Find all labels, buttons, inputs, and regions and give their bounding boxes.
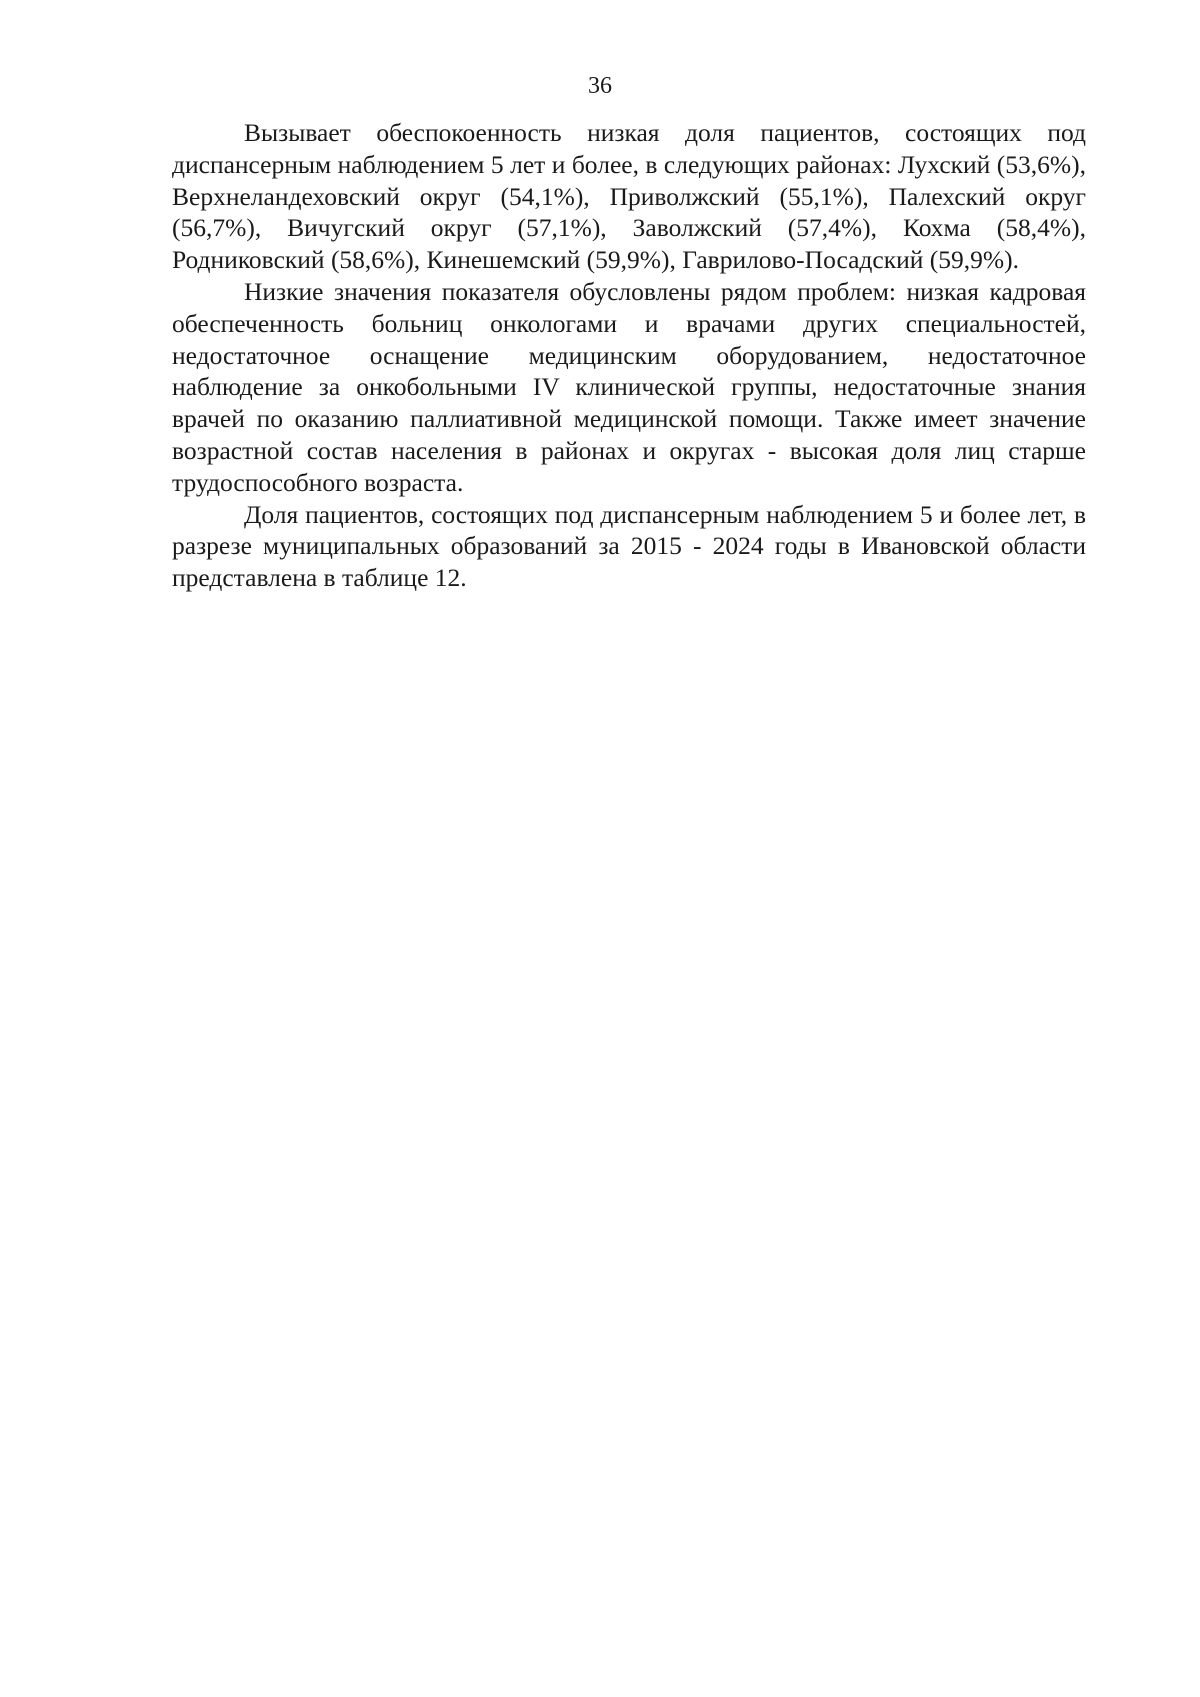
paragraph-low-share-districts: Вызывает обеспокоенность низкая доля пациентов, состоящих под диспансерным наблюдением 5 лет и более, в следующих районах: Лухский (53,6%), Верхнеландеховский округ (54,1%), Приволжский (55,1%), Палехский округ (56,7%), Вичугский округ (57,1%), Заволжский (57,4%), Кохма (58,4%), Родниковский (58,6%), Кинешемский (59,9%), Гаврилово-Посадский (59,9%). (172, 118, 1086, 275)
paragraph-problems: Низкие значения показателя обусловлены рядом проблем: низкая кадровая обеспеченность больниц онкологами и врачами других специальностей, недостаточное оснащение медицинским оборудованием, недостаточное наблюдение за онкобольными IV клинической группы, недостаточные знания врачей по оказанию паллиативной медицинской помощи. Также имеет значение возрастной состав населения в районах и округах - высокая доля лиц старше трудоспособного возраста. (172, 276, 1086, 497)
paragraph-table-reference: Доля пациентов, состоящих под диспансерным наблюдением 5 и более лет, в разрезе муниципальных образований за 2015 - 2024 годы в Ивановской области представлена в таблице 12. (172, 499, 1086, 593)
page-number: 36 (588, 73, 612, 99)
document-body (172, 117, 1086, 594)
